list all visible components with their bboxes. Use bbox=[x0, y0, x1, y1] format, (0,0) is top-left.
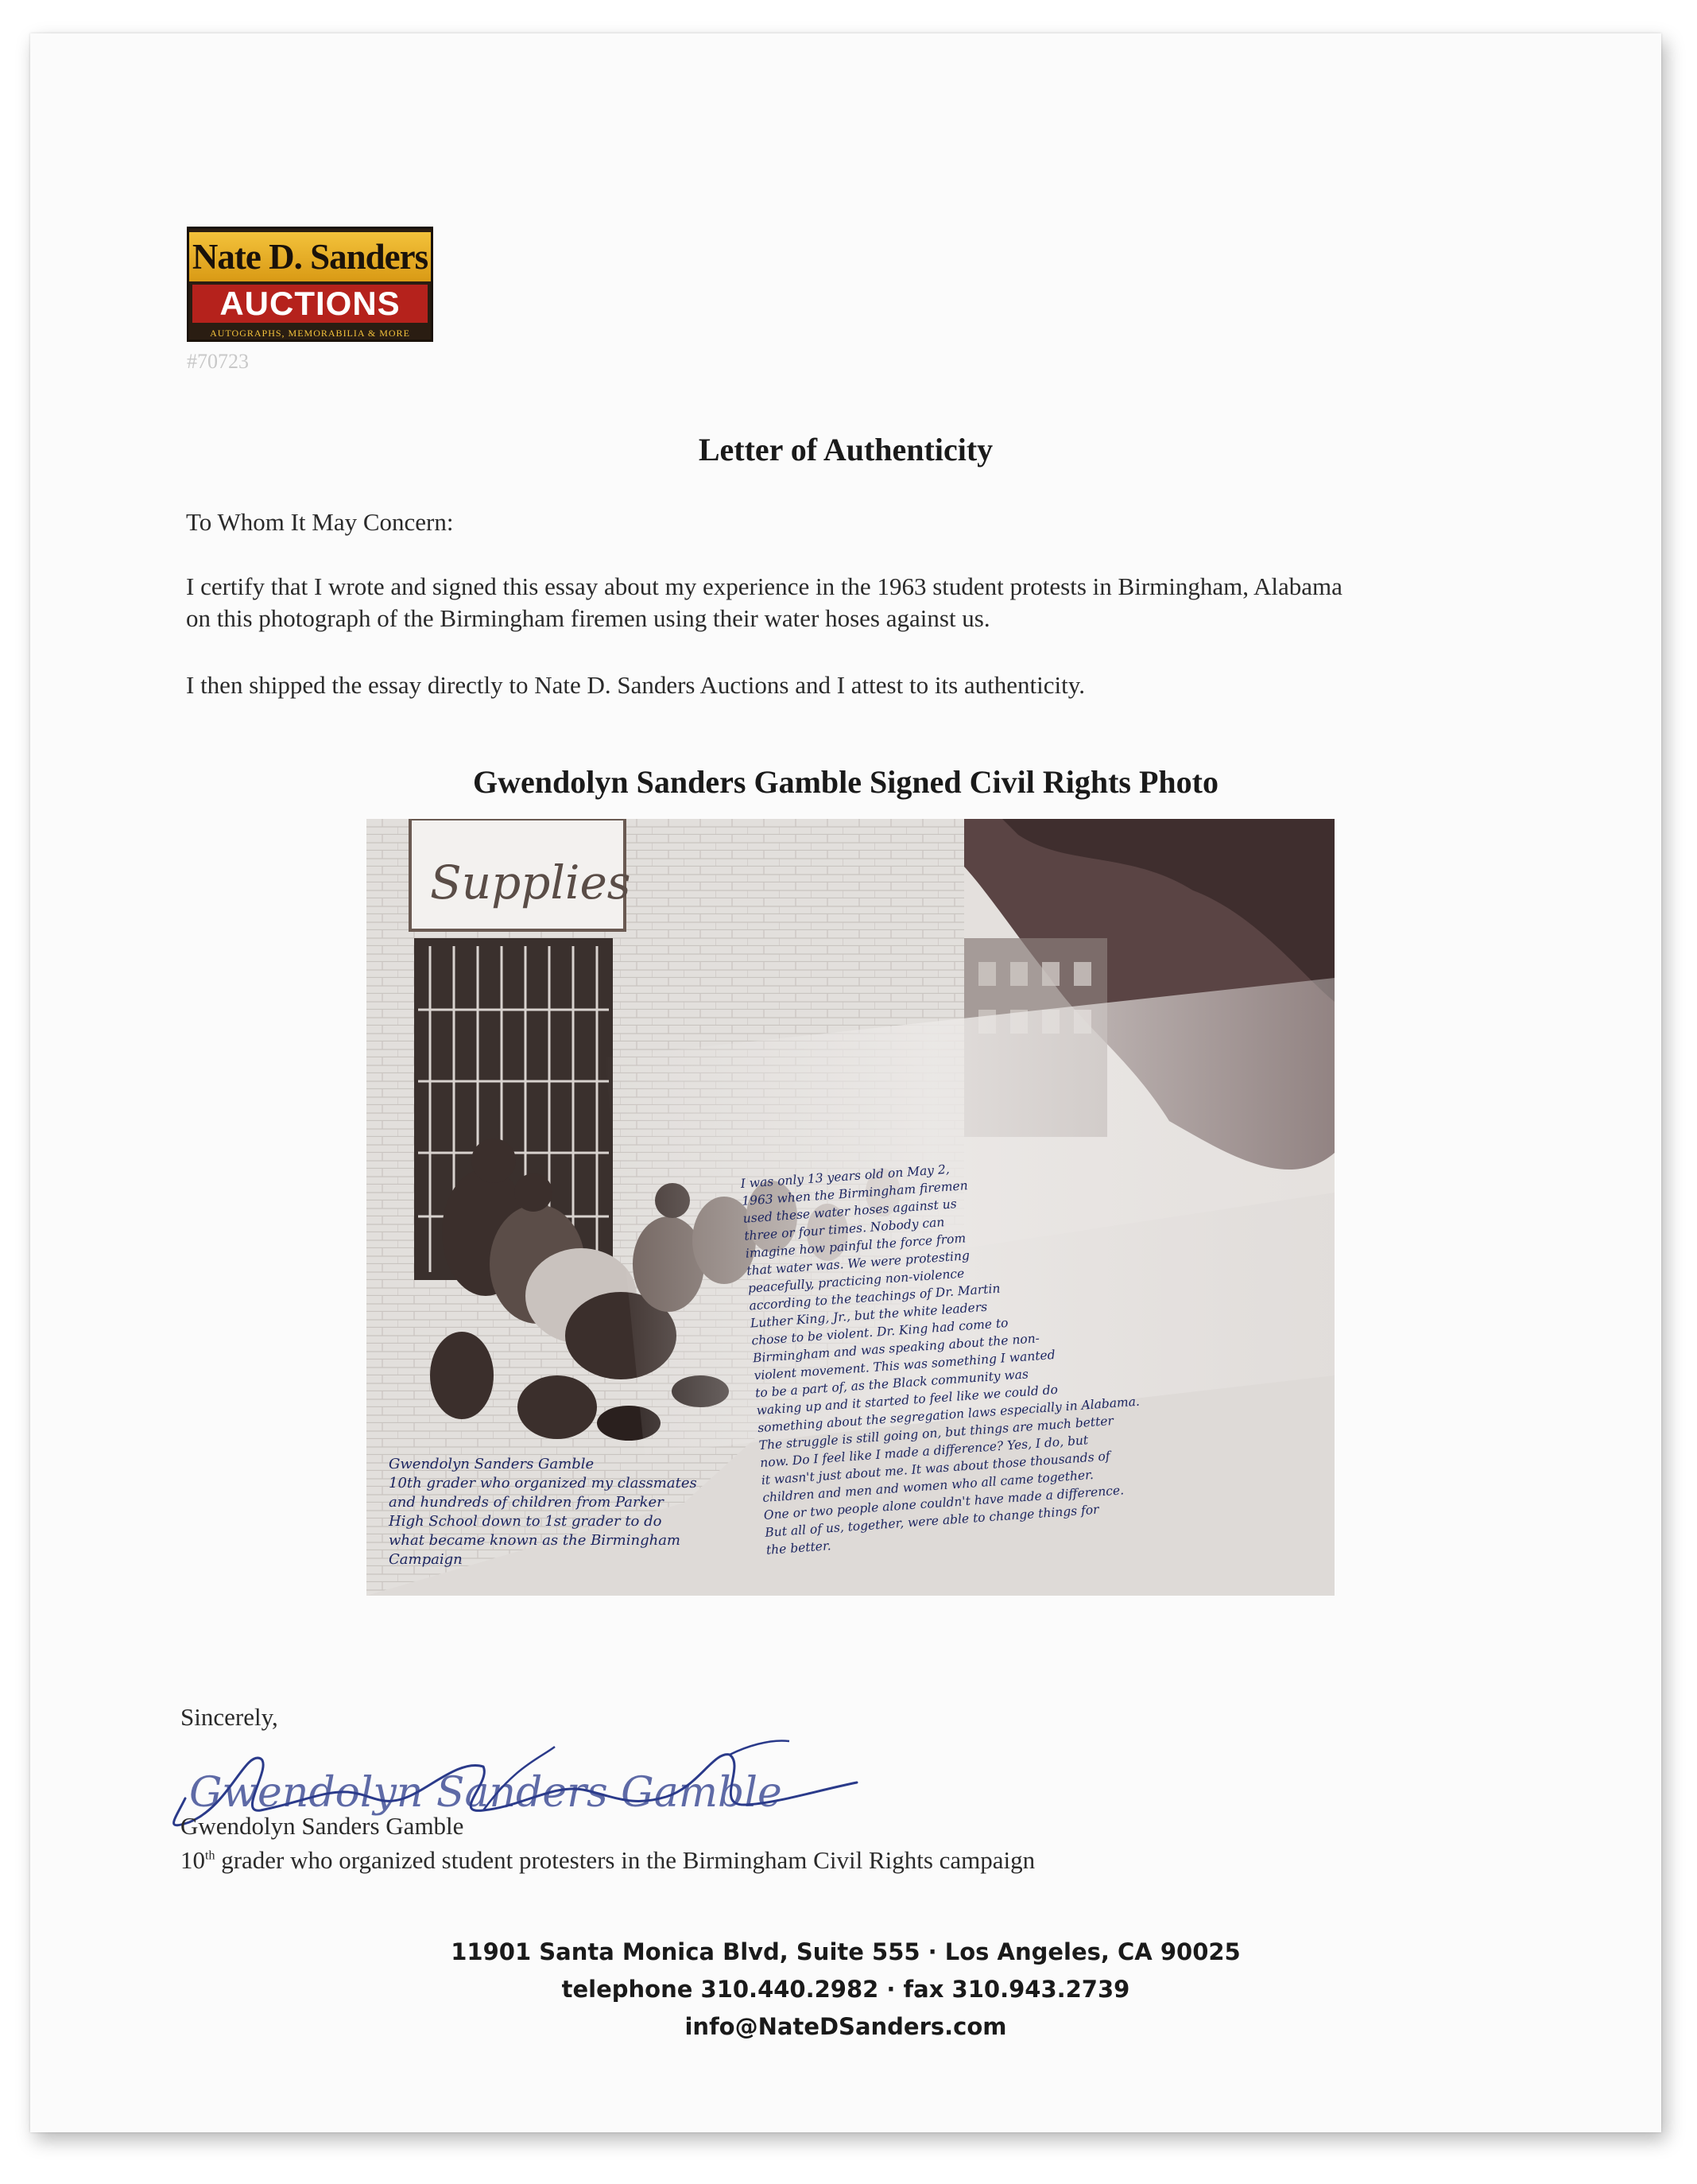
logo-name: Nate D. Sanders bbox=[189, 232, 431, 281]
shop-sign-text: Supplies bbox=[430, 855, 631, 910]
signer-ordinal: 10 bbox=[180, 1846, 205, 1874]
paragraph-1-line-2: on this photograph of the Birmingham firemen using their water hoses against us. bbox=[186, 604, 990, 632]
signer-ordinal-suffix: th bbox=[205, 1848, 215, 1863]
logo-tagline: AUTOGRAPHS, MEMORABILIA & MORE bbox=[210, 328, 410, 339]
photo-title: Gwendolyn Sanders Gamble Signed Civil Rights Photo bbox=[473, 764, 1219, 800]
footer-address: 11901 Santa Monica Blvd, Suite 555 · Los Angeles, CA 90025 bbox=[451, 1938, 1241, 1965]
closing: Sincerely, bbox=[180, 1703, 278, 1731]
photo-inscription-right: I was only 13 years old on May 2, 1963 when the Birmingham firemen used these water hoses against us three or four times. Nobody can imagine how painful the force from that water was. We were protesting peacefully, practicing non-violence according to the teachings of Dr. Martin Luther King, Jr., but the white leaders chose to be violent. Dr. King had come to Birmingham and was speaking about the non- violent movement. This was something I wanted to be a part of, as the Black community was waking up and it started to feel like we could do something about the segregation laws especially in Alabama. The struggle is still going on, but things are much better now. Do I feel like I made a difference? Yes, I do, but it wasn't just about me. It was about those thousands of children and men and women who all came together. One or two people alone couldn't have made a difference. But all of us, together, were able to change things for the better. bbox=[740, 1162, 1141, 1558]
footer-email: info@NateDSanders.com bbox=[684, 2013, 1007, 2040]
signature-text: Gwendolyn Sanders Gamble bbox=[189, 1769, 782, 1817]
company-logo bbox=[187, 227, 433, 342]
logo-auctions: AUCTIONS bbox=[192, 285, 428, 323]
salutation: To Whom It May Concern: bbox=[186, 508, 454, 536]
letter-title: Letter of Authenticity bbox=[698, 432, 994, 467]
signer-name: Gwendolyn Sanders Gamble bbox=[180, 1812, 464, 1840]
photo-inscription-left: Gwendolyn Sanders Gamble 10th grader who organized my classmates and hundreds of children from Parker High School down to 1st grader to do what became known as the Birmingham Campaign bbox=[389, 1456, 697, 1568]
paragraph-2: I then shipped the essay directly to Nate D. Sanders Auctions and I attest to its authenticity. bbox=[186, 671, 1085, 699]
footer-phone: telephone 310.440.2982 · fax 310.943.2739 bbox=[561, 1976, 1130, 2003]
signed-photograph bbox=[366, 819, 1335, 1596]
letter-sheet bbox=[30, 33, 1661, 2132]
signer-description: grader who organized student protesters in the Birmingham Civil Rights campaign bbox=[215, 1846, 1036, 1874]
item-number: #70723 bbox=[187, 350, 249, 373]
signer-title bbox=[180, 1846, 1035, 1875]
paragraph-1-line-1: I certify that I wrote and signed this essay about my experience in the 1963 student protests in Birmingham, Alabama bbox=[186, 572, 1342, 600]
